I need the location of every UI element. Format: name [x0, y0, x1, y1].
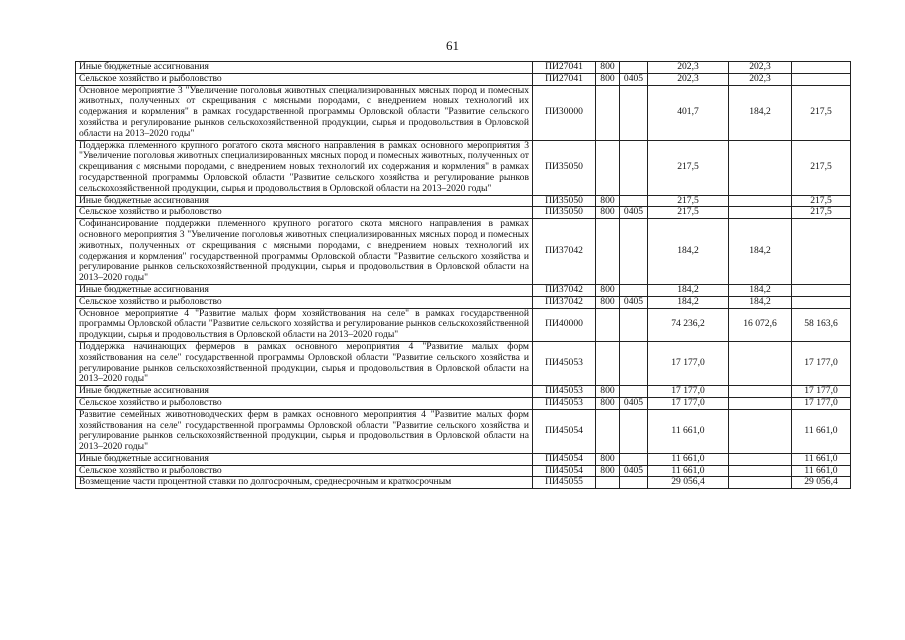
table-row — [76, 284, 851, 296]
target-code-cell: ПИ37042 — [533, 219, 596, 285]
row-name-cell: Основное мероприятие 4 "Развитие малых форм хозяйствования на селе" в рамках государственной программы Орловской области "Развитие сельского хозяйства и регулирование рынков сельскохозяйственной продукции, сырья и продовольствия в Орловской области на 2013–2020 годы" — [76, 308, 533, 341]
section-code-cell — [620, 477, 648, 489]
amount-3-cell: 217,5 — [792, 207, 851, 219]
target-code-cell: ПИ35050 — [533, 207, 596, 219]
expense-type-cell: 800 — [596, 207, 620, 219]
target-code-cell: ПИ35050 — [533, 195, 596, 207]
amount-2-cell — [729, 465, 792, 477]
table-row — [76, 296, 851, 308]
amount-total-cell: 401,7 — [648, 85, 729, 140]
expense-type-cell — [596, 219, 620, 285]
row-name-cell: Иные бюджетные ассигнования — [76, 195, 533, 207]
amount-2-cell: 184,2 — [729, 296, 792, 308]
row-name-cell: Сельское хозяйство и рыболовство — [76, 465, 533, 477]
section-code-cell: 0405 — [620, 397, 648, 409]
amount-total-cell: 11 661,0 — [648, 453, 729, 465]
row-name-cell: Сельское хозяйство и рыболовство — [76, 397, 533, 409]
target-code-cell: ПИ27041 — [533, 62, 596, 74]
amount-total-cell: 217,5 — [648, 140, 729, 195]
amount-3-cell — [792, 219, 851, 285]
section-code-cell: 0405 — [620, 465, 648, 477]
expense-type-cell — [596, 341, 620, 385]
row-name-cell: Поддержка племенного крупного рогатого скота мясного направления в рамках основного мероприятия 3 "Увеличение поголовья животных специализированных мясных пород и помесных животных, полученных от скрещивания с мясными породами, с внедрением новых технологий их содержания и кормления" в рамках государственной программы Орловской области "Развитие сельского хозяйства и регулирование рынков сельскохозяйственной продукции, сырья и продовольствия в Орловской области на 2013–2020 годы" — [76, 140, 533, 195]
section-code-cell — [620, 453, 648, 465]
expense-type-cell — [596, 85, 620, 140]
section-code-cell: 0405 — [620, 73, 648, 85]
amount-3-cell: 217,5 — [792, 85, 851, 140]
section-code-cell — [620, 195, 648, 207]
row-name-cell: Сельское хозяйство и рыболовство — [76, 73, 533, 85]
section-code-cell: 0405 — [620, 207, 648, 219]
amount-2-cell — [729, 140, 792, 195]
amount-total-cell: 184,2 — [648, 284, 729, 296]
table-row — [76, 386, 851, 398]
amount-2-cell: 202,3 — [729, 73, 792, 85]
expense-type-cell: 800 — [596, 397, 620, 409]
row-name-cell: Софинансирование поддержки племенного крупного рогатого скота мясного направления в рамках основного мероприятия 3 "Увеличение поголовья животных специализированных мясных пород и помесных животных, полученных от скрещивания с мясными породами, с внедрением новых технологий их содержания и кормления" государственной программы Орловской области "Развитие сельского хозяйства и регулирование рынков сельскохозяйственной продукции, сырья и продовольствия в Орловской области на 2013–2020 годы" — [76, 219, 533, 285]
section-code-cell — [620, 219, 648, 285]
amount-3-cell — [792, 296, 851, 308]
amount-3-cell: 217,5 — [792, 140, 851, 195]
target-code-cell: ПИ27041 — [533, 73, 596, 85]
amount-total-cell: 184,2 — [648, 219, 729, 285]
section-code-cell — [620, 62, 648, 74]
table-row — [76, 62, 851, 74]
table-row — [76, 341, 851, 385]
expense-type-cell: 800 — [596, 73, 620, 85]
expense-type-cell: 800 — [596, 195, 620, 207]
row-name-cell: Иные бюджетные ассигнования — [76, 62, 533, 74]
amount-2-cell: 184,2 — [729, 284, 792, 296]
amount-3-cell — [792, 284, 851, 296]
expense-type-cell — [596, 409, 620, 453]
row-name-cell: Поддержка начинающих фермеров в рамках основного мероприятия 4 "Развитие малых форм хозяйствования на селе" государственной программы Орловской области "Развитие сельского хозяйства и регулирование рынков сельскохозяйственной продукции, сырья и продовольствия в Орловской области на 2013–2020 годы" — [76, 341, 533, 385]
target-code-cell: ПИ45055 — [533, 477, 596, 489]
amount-2-cell — [729, 207, 792, 219]
amount-total-cell: 202,3 — [648, 62, 729, 74]
row-name-cell: Иные бюджетные ассигнования — [76, 386, 533, 398]
amount-2-cell — [729, 386, 792, 398]
table-row — [76, 308, 851, 341]
target-code-cell: ПИ45054 — [533, 409, 596, 453]
expense-type-cell: 800 — [596, 465, 620, 477]
amount-total-cell: 202,3 — [648, 73, 729, 85]
target-code-cell: ПИ37042 — [533, 284, 596, 296]
amount-total-cell: 74 236,2 — [648, 308, 729, 341]
row-name-cell: Развитие семейных животноводческих ферм в рамках основного мероприятия 4 "Развитие малых форм хозяйствования на селе" государственной программы Орловской области "Развитие сельского хозяйства и регулирование рынков сельскохозяйственной продукции, сырья и продовольствия в Орловской области на 2013–2020 годы" — [76, 409, 533, 453]
amount-3-cell: 17 177,0 — [792, 397, 851, 409]
amount-2-cell: 16 072,6 — [729, 308, 792, 341]
target-code-cell: ПИ37042 — [533, 296, 596, 308]
amount-total-cell: 17 177,0 — [648, 341, 729, 385]
amount-total-cell: 17 177,0 — [648, 386, 729, 398]
amount-2-cell: 184,2 — [729, 219, 792, 285]
target-code-cell: ПИ45054 — [533, 453, 596, 465]
target-code-cell: ПИ40000 — [533, 308, 596, 341]
expense-type-cell: 800 — [596, 284, 620, 296]
amount-total-cell: 184,2 — [648, 296, 729, 308]
table-row — [76, 140, 851, 195]
table-row — [76, 85, 851, 140]
section-code-cell — [620, 386, 648, 398]
amount-3-cell — [792, 62, 851, 74]
section-code-cell — [620, 308, 648, 341]
amount-total-cell: 29 056,4 — [648, 477, 729, 489]
budget-table — [75, 61, 851, 489]
amount-3-cell — [792, 73, 851, 85]
section-code-cell — [620, 140, 648, 195]
expense-type-cell — [596, 477, 620, 489]
row-name-cell: Иные бюджетные ассигнования — [76, 453, 533, 465]
target-code-cell: ПИ45053 — [533, 341, 596, 385]
target-code-cell: ПИ35050 — [533, 140, 596, 195]
amount-total-cell: 11 661,0 — [648, 465, 729, 477]
row-name-cell: Иные бюджетные ассигнования — [76, 284, 533, 296]
row-name-cell: Сельское хозяйство и рыболовство — [76, 296, 533, 308]
budget-table-body — [76, 62, 851, 489]
amount-3-cell: 58 163,6 — [792, 308, 851, 341]
expense-type-cell — [596, 140, 620, 195]
expense-type-cell: 800 — [596, 386, 620, 398]
expense-type-cell — [596, 308, 620, 341]
amount-2-cell — [729, 341, 792, 385]
amount-3-cell: 17 177,0 — [792, 386, 851, 398]
target-code-cell: ПИ30000 — [533, 85, 596, 140]
section-code-cell — [620, 284, 648, 296]
table-row — [76, 465, 851, 477]
amount-3-cell: 11 661,0 — [792, 409, 851, 453]
expense-type-cell: 800 — [596, 62, 620, 74]
amount-3-cell: 11 661,0 — [792, 465, 851, 477]
table-row — [76, 453, 851, 465]
table-row — [76, 477, 851, 489]
amount-total-cell: 217,5 — [648, 207, 729, 219]
amount-3-cell: 29 056,4 — [792, 477, 851, 489]
amount-2-cell: 202,3 — [729, 62, 792, 74]
expense-type-cell: 800 — [596, 296, 620, 308]
row-name-cell: Сельское хозяйство и рыболовство — [76, 207, 533, 219]
amount-total-cell: 217,5 — [648, 195, 729, 207]
amount-3-cell: 11 661,0 — [792, 453, 851, 465]
amount-3-cell: 217,5 — [792, 195, 851, 207]
section-code-cell: 0405 — [620, 296, 648, 308]
amount-2-cell — [729, 453, 792, 465]
section-code-cell — [620, 341, 648, 385]
table-row — [76, 207, 851, 219]
expense-type-cell: 800 — [596, 453, 620, 465]
amount-2-cell — [729, 195, 792, 207]
row-name-cell: Возмещение части процентной ставки по долгосрочным, среднесрочным и краткосрочным — [76, 477, 533, 489]
table-row — [76, 73, 851, 85]
table-row — [76, 409, 851, 453]
section-code-cell — [620, 85, 648, 140]
amount-3-cell: 17 177,0 — [792, 341, 851, 385]
table-row — [76, 195, 851, 207]
row-name-cell: Основное мероприятие 3 "Увеличение поголовья животных специализированных мясных пород и помесных животных, полученных от скрещивания с мясными породами, с внедрением новых технологий их содержания и кормления" в рамках государственной программы Орловской области "Развитие сельского хозяйства и регулирование рынков сельскохозяйственной продукции, сырья и продовольствия в Орловской области на 2013–2020 годы" — [76, 85, 533, 140]
section-code-cell — [620, 409, 648, 453]
amount-2-cell: 184,2 — [729, 85, 792, 140]
amount-2-cell — [729, 477, 792, 489]
amount-2-cell — [729, 409, 792, 453]
table-row — [76, 219, 851, 285]
target-code-cell: ПИ45054 — [533, 465, 596, 477]
target-code-cell: ПИ45053 — [533, 397, 596, 409]
amount-total-cell: 11 661,0 — [648, 409, 729, 453]
amount-total-cell: 17 177,0 — [648, 397, 729, 409]
amount-2-cell — [729, 397, 792, 409]
table-row — [76, 397, 851, 409]
page-number: 61 — [446, 38, 459, 53]
target-code-cell: ПИ45053 — [533, 386, 596, 398]
